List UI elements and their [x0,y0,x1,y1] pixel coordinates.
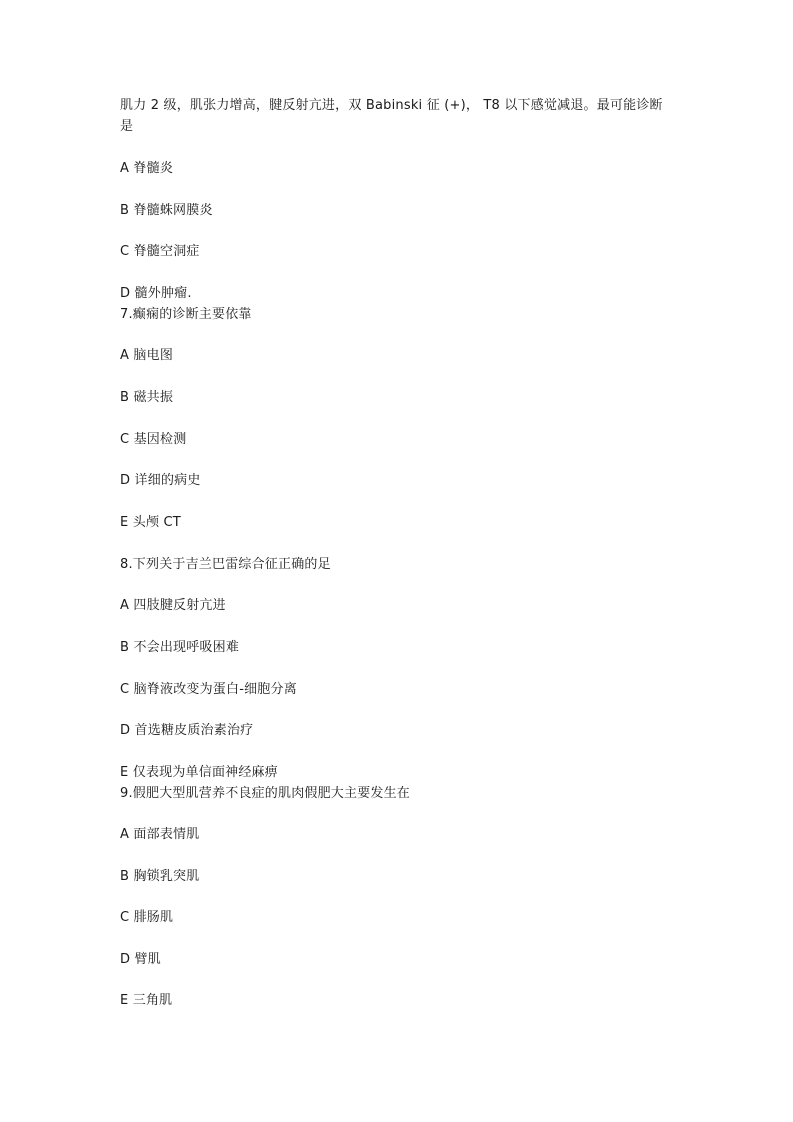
q8-option-d: D 首选糖皮质治素治疗 [120,723,254,738]
q9-option-b: B 胸锁乳突肌 [120,869,200,884]
q8-stem: 8.下列关于吉兰巴雷综合征正确的足 [120,557,331,572]
q6-option-b: B 脊髓蛛网膜炎 [120,203,213,218]
q6-stem-line2: 是 [120,119,134,134]
q9-stem: 9.假肥大型肌营养不良症的肌肉假肥大主要发生在 [120,786,411,801]
q6-stem-line1: 肌力 2 级，肌张力增高，腱反射亢进，双 Babinski 征 (+)， T8 以下感觉减退。最可能诊断 [120,98,663,113]
q8-option-b: B 不会出现呼吸困难 [120,640,240,655]
q8-option-e: E 仅表现为单信面神经麻痹 [120,765,278,780]
q8-option-a: A 四肢腱反射亢进 [120,598,226,613]
q6-option-a: A 脊髓炎 [120,161,174,176]
q7-option-a: A 脑电图 [120,348,174,363]
q9-option-e: E 三角肌 [120,993,173,1008]
q6-option-c: C 脊髓空洞症 [120,244,200,259]
q7-option-c: C 基因检测 [120,432,187,447]
q9-option-a: A 面部表情肌 [120,827,200,842]
q8-option-c: C 脑脊液改变为蛋白-细胞分离 [120,682,297,697]
q7-option-b: B 磁共振 [120,390,174,405]
q9-option-c: C 腓肠肌 [120,910,174,925]
q7-stem: 7.癫痫的诊断主要依靠 [120,307,252,322]
q6-option-d: D 髓外肿瘤. [120,286,192,301]
q7-option-d: D 详细的病史 [120,473,201,488]
q9-option-d: D 臂肌 [120,952,161,967]
q7-option-e: E 头颅 CT [120,515,181,530]
